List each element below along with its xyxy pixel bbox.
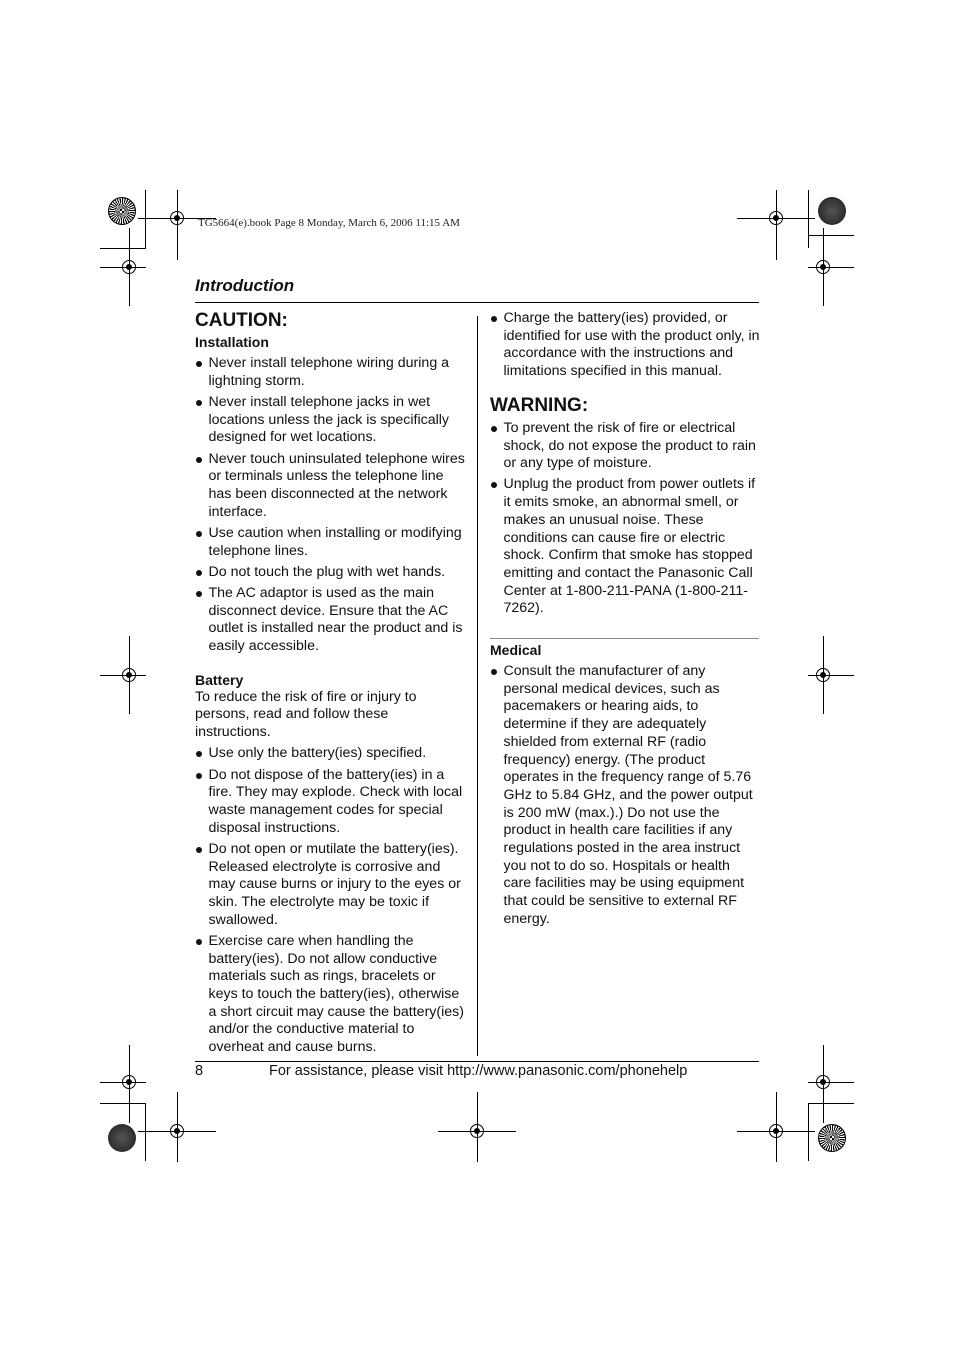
- list-item: Exercise care when handling the battery(ies). Do not allow conductive materials such as rings, bracelets or keys to touch the battery(ies), otherwise a short circuit may cause the battery(ies) and/or the conductive material to overheat and cause burns.: [195, 933, 465, 1057]
- list-item: Never touch uninsulated telephone wires or terminals unless the telephone line has been disconnected at the network interface.: [195, 451, 465, 522]
- list-item: Do not dispose of the battery(ies) in a fire. They may explode. Check with local waste management codes for special disposal instructions.: [195, 767, 465, 838]
- column-divider: [477, 316, 478, 1056]
- right-column: [490, 310, 760, 622]
- medical-section: [490, 641, 760, 932]
- section-title: Introduction: [195, 276, 295, 295]
- list-item: Do not touch the plug with wet hands.: [195, 564, 465, 582]
- battery-heading: Battery: [195, 671, 244, 688]
- list-item: Never install telephone wiring during a lightning storm.: [195, 355, 465, 390]
- print-slug-line: TG5664(e).book Page 8 Monday, March 6, 2006 11:15 AM: [198, 217, 460, 229]
- medical-list: [490, 663, 760, 929]
- registration-starburst-icon: [818, 1124, 846, 1152]
- list-item: Charge the battery(ies) provided, or identified for use with the product only, in accordance with the instructions and limitations specified in this manual.: [490, 310, 760, 381]
- battery-list-continued: [490, 310, 760, 381]
- list-item: Do not open or mutilate the battery(ies). Released electrolyte is corrosive and may cause burns or injury to the eyes or skin. The electrolyte may be toxic if swallowed.: [195, 841, 465, 930]
- registration-target-icon: [122, 260, 136, 274]
- list-item: Use caution when installing or modifying telephone lines.: [195, 525, 465, 560]
- medical-heading: Medical: [490, 642, 542, 658]
- assistance-text: For assistance, please visit http://www.panasonic.com/phonehelp: [269, 1063, 688, 1079]
- list-item: The AC adaptor is used as the main disconnect device. Ensure that the AC outlet is installed near the product and is easily accessible.: [195, 585, 465, 656]
- registration-target-icon: [769, 211, 783, 225]
- caution-heading: CAUTION:: [195, 310, 288, 331]
- registration-disc-icon: [108, 1124, 136, 1152]
- list-item: Unplug the product from power outlets if it emits smoke, an abnormal smell, or makes an unusual noise. These conditions can cause fire or electric shock. Confirm that smoke has stopped emitting and contact the Panasonic Call Center at 1-800-211-PANA (1-800-211-7262).: [490, 476, 760, 618]
- installation-heading: Installation: [195, 334, 269, 350]
- registration-target-icon: [816, 260, 830, 274]
- registration-target-icon: [816, 1075, 830, 1089]
- installation-list: [195, 355, 465, 656]
- medical-rule: [490, 638, 759, 639]
- list-item: Never install telephone jacks in wet locations unless the jack is specifically designed for wet locations.: [195, 394, 465, 447]
- registration-target-icon: [122, 1075, 136, 1089]
- warning-heading: WARNING:: [490, 394, 589, 416]
- registration-target-icon: [816, 668, 830, 682]
- registration-target-icon: [122, 668, 136, 682]
- page-number: 8: [195, 1063, 204, 1079]
- registration-starburst-icon: [108, 197, 136, 225]
- battery-intro: To reduce the risk of fire or injury to persons, read and follow these instructions.: [195, 688, 417, 741]
- registration-target-icon: [470, 1124, 484, 1138]
- registration-disc-icon: [818, 197, 846, 225]
- list-item: Consult the manufacturer of any personal medical devices, such as pacemakers or hearing aids, to determine if they are adequately shielded from external RF (radio frequency) energy. (The product operates in the frequency range of 5.76 GHz to 5.84 GHz, and the power output is 200 mW (max.).) Do not use the product in health care facilities if any regulations posted in the area instruct you not to do so. Hospitals or health care facilities may be using equipment that could be sensitive to external RF energy.: [490, 663, 760, 929]
- registration-target-icon: [769, 1124, 783, 1138]
- header-rule: [195, 302, 759, 303]
- registration-target-icon: [170, 211, 184, 225]
- footer-rule: [195, 1061, 759, 1062]
- left-column: [195, 309, 465, 1060]
- list-item: Use only the battery(ies) specified.: [195, 745, 465, 763]
- warning-list: [490, 420, 760, 618]
- battery-list: [195, 745, 465, 1056]
- list-item: To prevent the risk of fire or electrical shock, do not expose the product to rain or any type of moisture.: [490, 420, 760, 473]
- registration-target-icon: [170, 1124, 184, 1138]
